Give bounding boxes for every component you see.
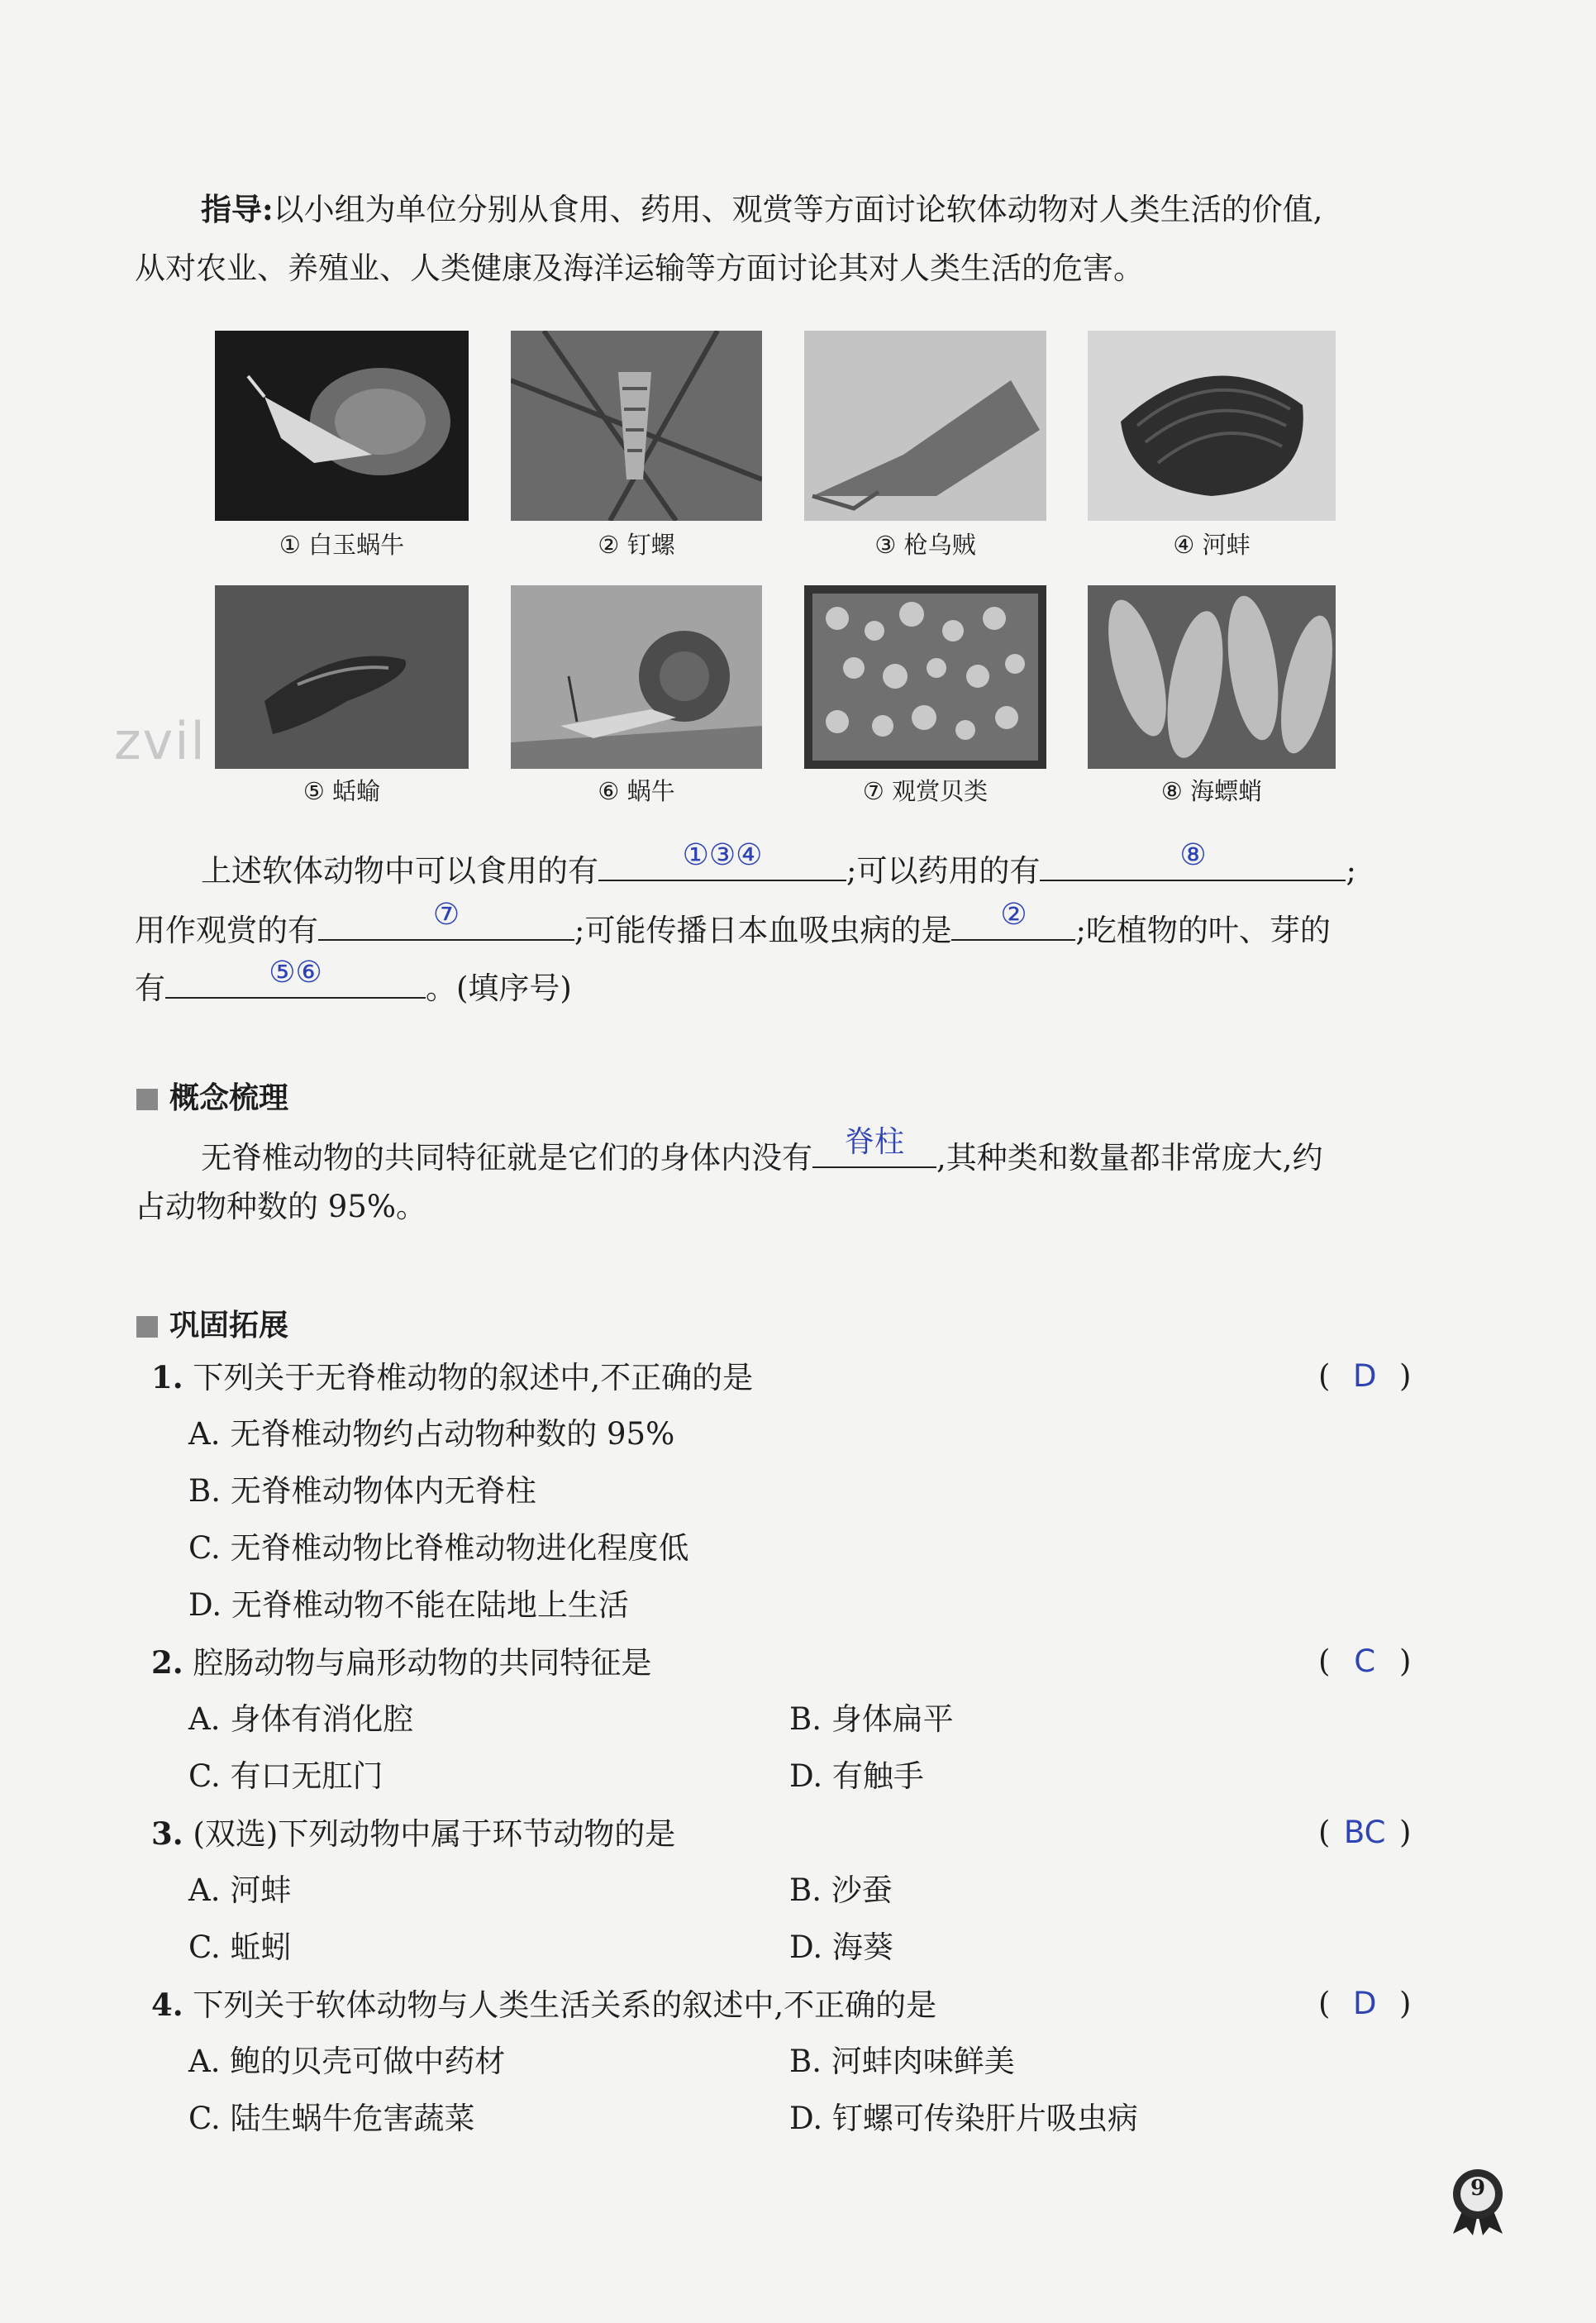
caption-3: ③ 枪乌贼 — [874, 531, 976, 559]
guide-label: 指导: — [201, 191, 274, 227]
q2-option-d: D. 有触手 — [789, 1758, 924, 1794]
photo-squid — [804, 331, 1046, 521]
question-1: 1. 下列关于无脊椎动物的叙述中,不正确的是 — [151, 1359, 754, 1395]
question-2: 2. 腔肠动物与扁形动物的共同特征是 — [151, 1644, 652, 1681]
blank-edible[interactable]: ①③④ — [598, 843, 846, 881]
watermark: zvil — [114, 711, 207, 771]
caption-4: ④ 河蚌 — [1173, 531, 1251, 559]
photo-snail-white — [215, 331, 469, 521]
fill-line-1: 上述软体动物中可以食用的有 ①③④ ;可以药用的有 ⑧ ; — [201, 838, 1356, 889]
q1-option-a: A. 无脊椎动物约占动物种数的 95% — [188, 1416, 675, 1452]
section-square-icon — [136, 1089, 158, 1110]
q2-option-b: B. 身体扁平 — [789, 1701, 954, 1737]
photo-slug — [215, 585, 469, 769]
q4-option-b: B. 河蚌肉味鲜美 — [789, 2044, 1015, 2079]
question-4: 4. 下列关于软体动物与人类生活关系的叙述中,不正确的是 — [151, 1987, 937, 2023]
caption-6: ⑥ 蜗牛 — [598, 777, 675, 805]
q2-option-a: A. 身体有消化腔 — [188, 1701, 414, 1737]
photo-snail — [511, 585, 762, 769]
guide-text-1: 以小组为单位分别从食用、药用、观赏等方面讨论软体动物对人类生活的价值, — [273, 192, 1323, 227]
answer-1: ( D ) — [1318, 1358, 1412, 1394]
q4-option-d: D. 钉螺可传染肝片吸虫病 — [789, 2101, 1138, 2136]
answer-4: ( D ) — [1318, 1986, 1412, 2021]
photo-mussel — [1088, 331, 1336, 521]
fill-line-2: 用作观赏的有 ⑦ ;可能传播日本血吸虫病的是 ② ;吃植物的叶、芽的 — [135, 898, 1331, 948]
q1-option-b: B. 无脊椎动物体内无脊柱 — [188, 1473, 536, 1509]
guide-line-1 — [201, 190, 1322, 229]
caption-8: ⑧ 海螵蛸 — [1160, 777, 1263, 805]
q1-option-c: C. 无脊椎动物比脊椎动物进化程度低 — [188, 1530, 689, 1566]
page-number-badge — [1445, 2166, 1511, 2235]
q3-option-b: B. 沙蚕 — [789, 1872, 893, 1908]
photo-oncomelania — [511, 331, 762, 521]
caption-7: ⑦ 观赏贝类 — [862, 777, 989, 805]
section-square-icon — [136, 1316, 158, 1338]
fill-line-3: 有 ⑤⑥ 。(填序号) — [135, 956, 572, 1006]
photo-cuttlebone — [1088, 585, 1336, 769]
concept-line-1: 无脊椎动物的共同特征就是它们的身体内没有 脊柱 ,其种类和数量都非常庞大,约 — [201, 1125, 1323, 1176]
caption-2: ② 钉螺 — [598, 531, 675, 559]
answer-3: ( BC ) — [1318, 1815, 1412, 1850]
q3-option-a: A. 河蚌 — [188, 1872, 292, 1908]
blank-ornamental[interactable]: ⑦ — [318, 903, 574, 941]
q3-option-d: D. 海葵 — [789, 1929, 893, 1965]
blank-schistosomiasis[interactable]: ② — [951, 903, 1075, 941]
q2-option-c: C. 有口无肛门 — [188, 1758, 384, 1794]
section-concept-heading: 概念梳理 — [136, 1075, 288, 1117]
q1-option-d: D. 无脊椎动物不能在陆地上生活 — [188, 1587, 629, 1623]
question-3: 3. (双选)下列动物中属于环节动物的是 — [151, 1815, 676, 1852]
caption-1: ① 白玉蜗牛 — [279, 531, 405, 559]
concept-line-2: 占动物种数的 95%。 — [135, 1189, 426, 1224]
section-extend-heading: 巩固拓展 — [136, 1302, 288, 1344]
q3-option-c: C. 蚯蚓 — [188, 1929, 292, 1965]
guide-line-2: 从对农业、养殖业、人类健康及海洋运输等方面讨论其对人类生活的危害。 — [135, 250, 1144, 286]
page-number: 9 — [1470, 2176, 1486, 2201]
blank-plant-eaters[interactable]: ⑤⑥ — [165, 961, 426, 999]
blank-spine[interactable]: 脊柱 — [812, 1130, 936, 1168]
q4-option-c: C. 陆生蜗牛危害蔬菜 — [188, 2101, 475, 2136]
caption-5: ⑤ 蛞蝓 — [303, 777, 381, 805]
photo-shells — [804, 585, 1046, 769]
answer-2: ( C ) — [1318, 1643, 1412, 1679]
q4-option-a: A. 鲍的贝壳可做中药材 — [188, 2044, 506, 2079]
blank-medicinal[interactable]: ⑧ — [1040, 843, 1346, 881]
